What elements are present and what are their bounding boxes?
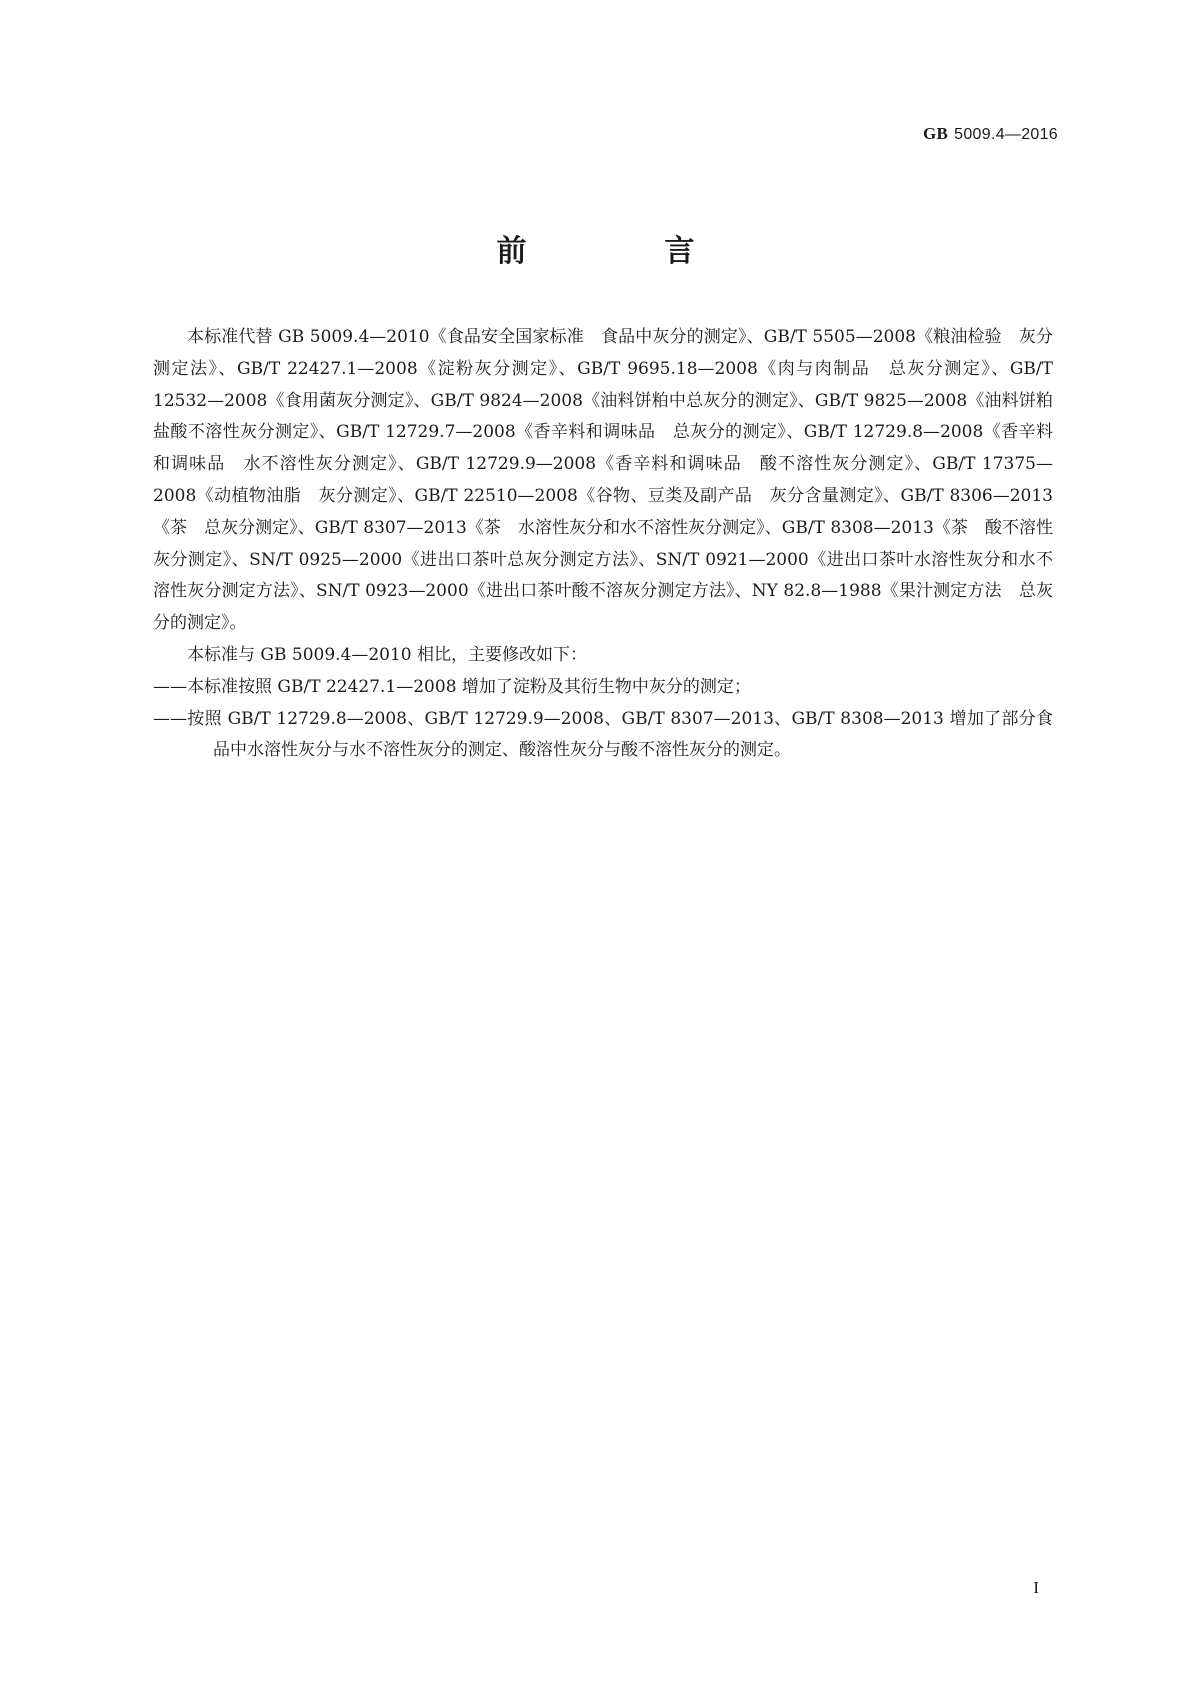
foreword-body: [153, 322, 1053, 767]
standard-code-number: 5009.4—2016: [954, 126, 1058, 143]
change-item-2: ——按照 GB/T 12729.8—2008、GB/T 12729.9—2008、GB/T 8307—2013、GB/T 8308—2013 增加了部分食品中水溶性灰分与水不溶性灰分的测定、酸溶性灰分与酸不溶性灰分的测定。: [153, 708, 1053, 761]
replacement-paragraph: 本标准代替 GB 5009.4—2010《食品安全国家标准 食品中灰分的测定》、GB/T 5505—2008《粮油检验 灰分测定法》、GB/T 22427.1—2008《淀粉灰分测定》、GB/T 9695.18—2008《肉与肉制品 总灰分测定》、GB/T 12532—2008《食用菌灰分测定》、GB/T 9824—2008《油料饼粕中总灰分的测定》、GB/T 9825—2008《油料饼粕盐酸不溶性灰分测定》、GB/T 12729.7—2008《香辛料和调味品 总灰分的测定》、GB/T 12729.8—2008《香辛料和调味品 水不溶性灰分测定》、GB/T 12729.9—2008《香辛料和调味品 酸不溶性灰分测定》、GB/T 17375—2008《动植物油脂 灰分测定》、GB/T 22510—2008《谷物、豆类及副产品 灰分含量测定》、GB/T 8306—2013《茶 总灰分测定》、GB/T 8307—2013《茶 水溶性灰分和水不溶性灰分测定》、GB/T 8308—2013《茶 酸不溶性灰分测定》、SN/T 0925—2000《进出口茶叶总灰分测定方法》、SN/T 0921—2000《进出口茶叶水溶性灰分和水不溶性灰分测定方法》、SN/T 0923—2000《进出口茶叶酸不溶灰分测定方法》、NY 82.8—1988《果汁测定方法 总灰分的测定》。: [153, 327, 1053, 634]
page-title: 前 言: [496, 234, 749, 269]
change-item-1: ——本标准按照 GB/T 22427.1—2008 增加了淀粉及其衍生物中灰分的测定；: [153, 676, 751, 697]
page-number: I: [1033, 1578, 1039, 1597]
changes-intro-paragraph: 本标准与 GB 5009.4—2010 相比，主要修改如下：: [187, 644, 588, 665]
standard-code-prefix: GB: [922, 124, 949, 143]
standard-code: [923, 124, 1058, 144]
